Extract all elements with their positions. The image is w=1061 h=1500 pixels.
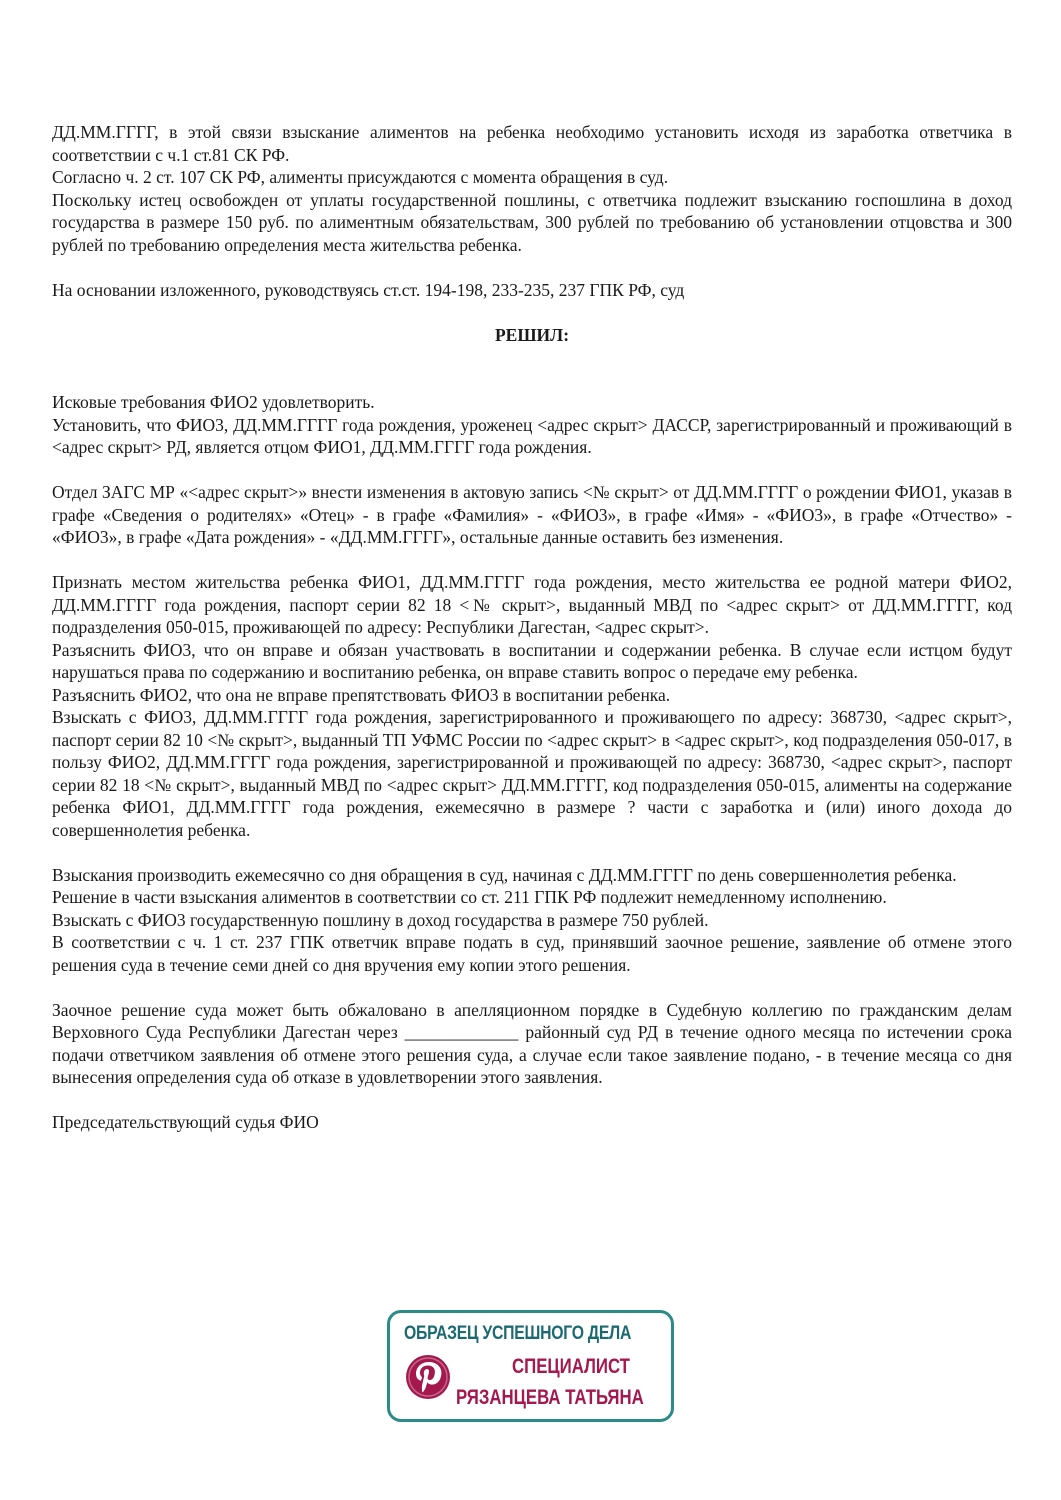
paragraph: Решение в части взыскания алиментов в соответствии со ст. 211 ГПК РФ подлежит немедленному исполнению. bbox=[52, 887, 887, 907]
decision-heading: РЕШИЛ: bbox=[494, 324, 570, 345]
paragraph: Согласно ч. 2 ст. 107 СК РФ, алименты присуждаются с момента обращения в суд. bbox=[52, 167, 669, 187]
paragraph: Исковые требования ФИО2 удовлетворить. bbox=[52, 392, 375, 412]
pinterest-icon bbox=[404, 1353, 452, 1401]
paragraph: Разъяснить ФИО2, что она не вправе препятствовать ФИО3 в воспитании ребенка. bbox=[52, 684, 671, 705]
paragraph: Взыскать с ФИО3 государственную пошлину в доход государства в размере 750 рублей. bbox=[52, 909, 709, 930]
document-body bbox=[52, 121, 1012, 1134]
stamp-specialist: СПЕЦИАЛИСТ bbox=[512, 1355, 630, 1378]
paragraph: В соответствии с ч. 1 ст. 237 ГПК ответчик вправе подать в суд, принявший заочное решение, заявление об отмене этого решения суда в течение семи дней со дня вручения ему копии этого решения. bbox=[52, 932, 1012, 975]
paragraph: Поскольку истец освобожден от уплаты государственной пошлины, с ответчика подлежит взысканию госпошлина в доход государства в размере 150 руб. по алиментным обязательствам, 300 рублей по требованию об установлении отцовства и 300 рублей по требованию определения места жительства ребенка. bbox=[52, 189, 1012, 255]
stamp-title: ОБРАЗЕЦ УСПЕШНОГО ДЕЛА bbox=[404, 1323, 632, 1344]
paragraph: На основании изложенного, руководствуясь ст.ст. 194-198, 233-235, 237 ГПК РФ, суд bbox=[52, 279, 685, 300]
judge-signature-line: Председательствующий судья ФИО bbox=[52, 1112, 319, 1132]
paragraph: Взыскания производить ежемесячно со дня обращения в суд, начиная с ДД.ММ.ГГГГ по день совершеннолетия ребенка. bbox=[52, 864, 957, 885]
paragraph: Установить, что ФИО3, ДД.ММ.ГГГГ года рождения, уроженец <адрес скрыт> ДАССР, зарегистрированный и проживающий в <адрес скрыт> РД, является отцом ФИО1, ДД.ММ.ГГГГ года рождения. bbox=[52, 414, 1012, 457]
paragraph: Отдел ЗАГС МР «<адрес скрыт>» внести изменения в актовую запись <№ скрыт> от ДД.ММ.ГГГГ о рождении ФИО1, указав в графе «Сведения о родителях» «Отец» - в графе «Фамилия» - «ФИО3», в графе «Имя» - «ФИО3», в графе «Отчество» - «ФИО3», в графе «Дата рождения» - «ДД.ММ.ГГГГ», остальные данные оставить без изменения. bbox=[52, 482, 1012, 547]
stamp-name: РЯЗАНЦЕВА ТАТЬЯНА bbox=[456, 1386, 644, 1409]
paragraph: Разъяснить ФИО3, что он вправе и обязан участвовать в воспитании и содержании ребенка. В случае если истцом будут нарушаться права по содержанию и воспитанию ребенка, он вправе ставить вопрос о передаче ему ребенка. bbox=[52, 639, 1012, 682]
watermark-stamp bbox=[387, 1310, 674, 1422]
paragraph: Взыскать с ФИО3, ДД.ММ.ГГГГ года рождения, зарегистрированного и проживающего по адресу: 368730, <адрес скрыт>, паспорт серии 82 10 <№ скрыт>, выданный ТП УФМС России по <адрес скрыт> в <адрес скрыт>, код подразделения 050-017, в пользу ФИО2, ДД.ММ.ГГГГ года рождения, зарегистрированной и проживающей по адресу: 368730, <адрес скрыт>, паспорт серии 82 18 <№ скрыт>, выданный МВД по <адрес скрыт> ДД.ММ.ГГГГ, код подразделения 050-015, алименты на содержание ребенка ФИО1, ДД.ММ.ГГГГ года рождения, ежемесячно в размере ? части с заработка и (или) иного дохода до совершеннолетия ребенка. bbox=[52, 707, 1012, 840]
paragraph: Заочное решение суда может быть обжаловано в апелляционном порядке в Судебную коллегию по гражданским делам Верховного Суда Республики Дагестан через _____________ районный суд РД в течение одного месяца по истечении срока подачи ответчиком заявления об отмене этого решения суда, а случае если такое заявление подано, - в течение месяца со дня вынесения определения суда об отказе в удовлетворении этого заявления. bbox=[52, 999, 1012, 1087]
paragraph: Признать местом жительства ребенка ФИО1, ДД.ММ.ГГГГ года рождения, место жительства ее родной матери ФИО2, ДД.ММ.ГГГГ года рождения, паспорт серии 82 18 <№ скрыт>, выданный МВД по <адрес скрыт> от ДД.ММ.ГГГГ, код подразделения 050-015, проживающей по адресу: Республики Дагестан, <адрес скрыт>. bbox=[52, 572, 1012, 637]
paragraph: ДД.ММ.ГГГГ, в этой связи взыскание алиментов на ребенка необходимо установить исходя из заработка ответчика в соответствии с ч.1 ст.81 СК РФ. bbox=[52, 122, 1012, 165]
